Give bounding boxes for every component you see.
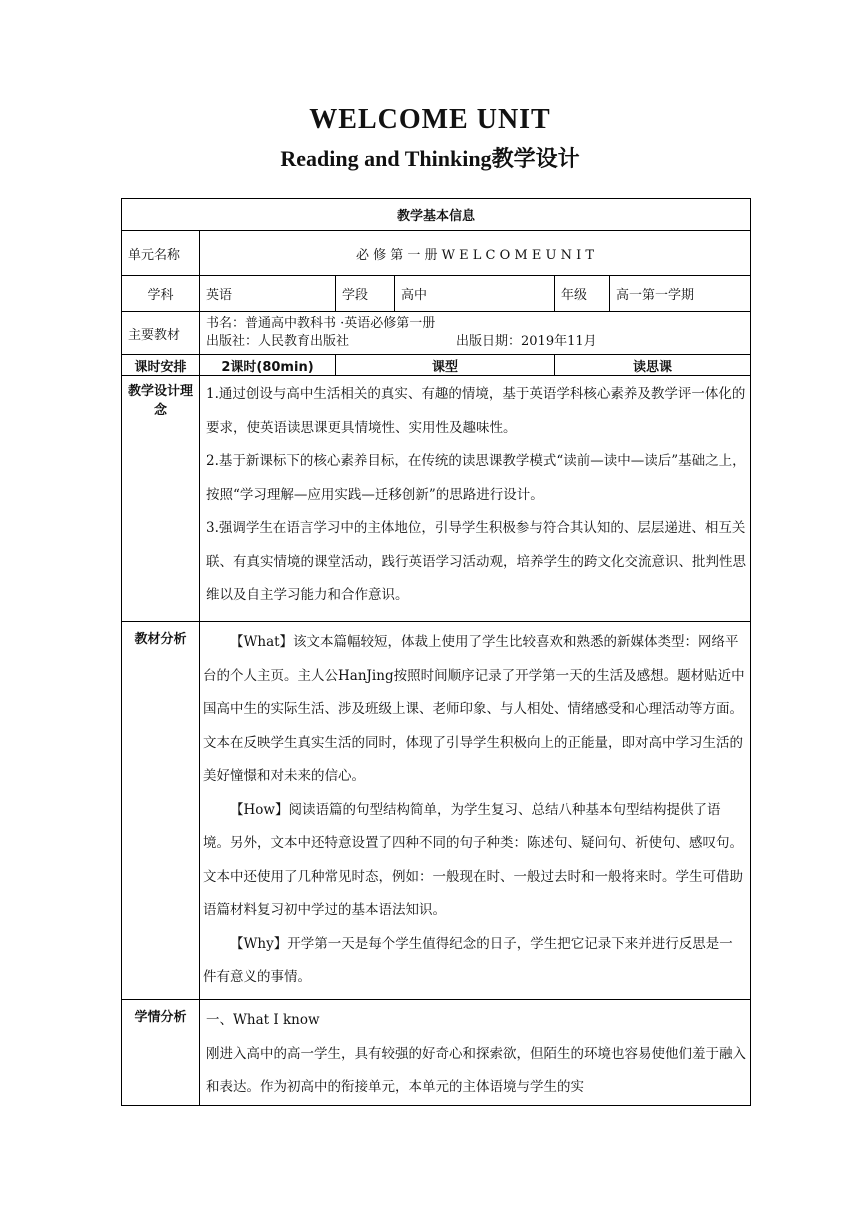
grade-value: 高一第一学期 (610, 276, 751, 312)
design-paragraph: 1.通过创设与高中生活相关的真实、有趣的情境，基于英语学科核心素养及教学评一体化的要求，使英语读思课更具情境性、实用性及趣味性。 (206, 386, 746, 436)
subject-value: 英语 (200, 276, 336, 312)
table-row (122, 355, 751, 376)
table-row (122, 199, 751, 231)
design-paragraph: 3.强调学生在语言学习中的主体地位，引导学生积极参与符合其认知的、层层递进、相互关联、有真实情境的课堂活动，践行英语学习活动观，培养学生的跨文化交流意识、批判性思维以及自主学习能力和合作意识。 (206, 520, 746, 603)
material-paragraph: 【What】该文本篇幅较短，体裁上使用了学生比较喜欢和熟悉的新媒体类型：网络平台的个人主页。主人公HanJing按照时间顺序记录了开学第一天的生活及感想。题材贴近中国高中生的实际生活、涉及班级上课、老师印象、与人相处、情绪感受和心理活动等方面。文本在反映学生真实生活的同时，体现了引导学生积极向上的正能量，即对高中学习生活的美好憧憬和对未来的信心。 (203, 634, 745, 784)
material-label: 主要教材 (122, 312, 200, 355)
unit-label: 单元名称 (122, 231, 200, 276)
publish-date: 出版日期：2019年11月 (456, 334, 597, 349)
section-title: 教学基本信息 (122, 199, 751, 231)
subtitle-english: Reading and Thinking (280, 146, 492, 171)
table-row (122, 231, 751, 276)
hours-label: 课时安排 (122, 355, 200, 376)
stage-label: 学段 (336, 276, 395, 312)
type-value: 读思课 (555, 355, 751, 376)
document-title: WELCOME UNIT (309, 104, 551, 135)
design-paragraph: 2.基于新课标下的核心素养目标，在传统的读思课教学模式“读前—读中—读后”基础之上，按照“学习理解—应用实践—迁移创新”的思路进行设计。 (206, 453, 746, 503)
stage-value: 高中 (395, 276, 555, 312)
learner-cell (200, 1000, 751, 1106)
design-label: 教学设计理念 (122, 376, 200, 622)
table-row (122, 376, 751, 622)
publisher: 出版社：人民教育出版社 (206, 334, 350, 349)
table-row (122, 276, 751, 312)
design-cell (200, 376, 751, 622)
material-analysis-cell (200, 622, 751, 1000)
material-cell (200, 312, 751, 355)
document-subtitle (0, 142, 860, 173)
material-paragraph: 【How】阅读语篇的句型结构简单，为学生复习、总结八种基本句型结构提供了语境。另外，文本中还特意设置了四种不同的句子种类：陈述句、疑问句、祈使句、感叹句。文本中还使用了几种常见时态，例如：一般现在时、一般过去时和一般将来时。学生可借助语篇材料复习初中学过的基本语法知识。 (203, 801, 743, 918)
type-label: 课型 (336, 355, 555, 376)
learner-heading: 一、What I know (206, 1012, 320, 1028)
table-row (122, 1000, 751, 1106)
learner-paragraph: 刚进入高中的高一学生，具有较强的好奇心和探索欲，但陌生的环境也容易使他们羞于融入和表达。作为初高中的衔接单元，本单元的主体语境与学生的实 (206, 1045, 746, 1095)
table-row (122, 312, 751, 355)
material-paragraph: 【Why】开学第一天是每个学生值得纪念的日子，学生把它记录下来并进行反思是一件有意义的事情。 (203, 935, 733, 985)
table-row (122, 622, 751, 1000)
material-analysis-label: 教材分析 (122, 622, 200, 1000)
unit-value: 必 修 第 一 册 W E L C O M E U N I T (200, 231, 751, 276)
subtitle-chinese: 教学设计 (491, 147, 580, 172)
book-name: 书名：普通高中教科书 ·英语必修第一册 (206, 316, 436, 331)
grade-label: 年级 (555, 276, 610, 312)
hours-value: 2课时(80min) (200, 355, 336, 376)
subject-label: 学科 (122, 276, 200, 312)
learner-label: 学情分析 (122, 1000, 200, 1106)
lesson-info-table (121, 198, 751, 1106)
